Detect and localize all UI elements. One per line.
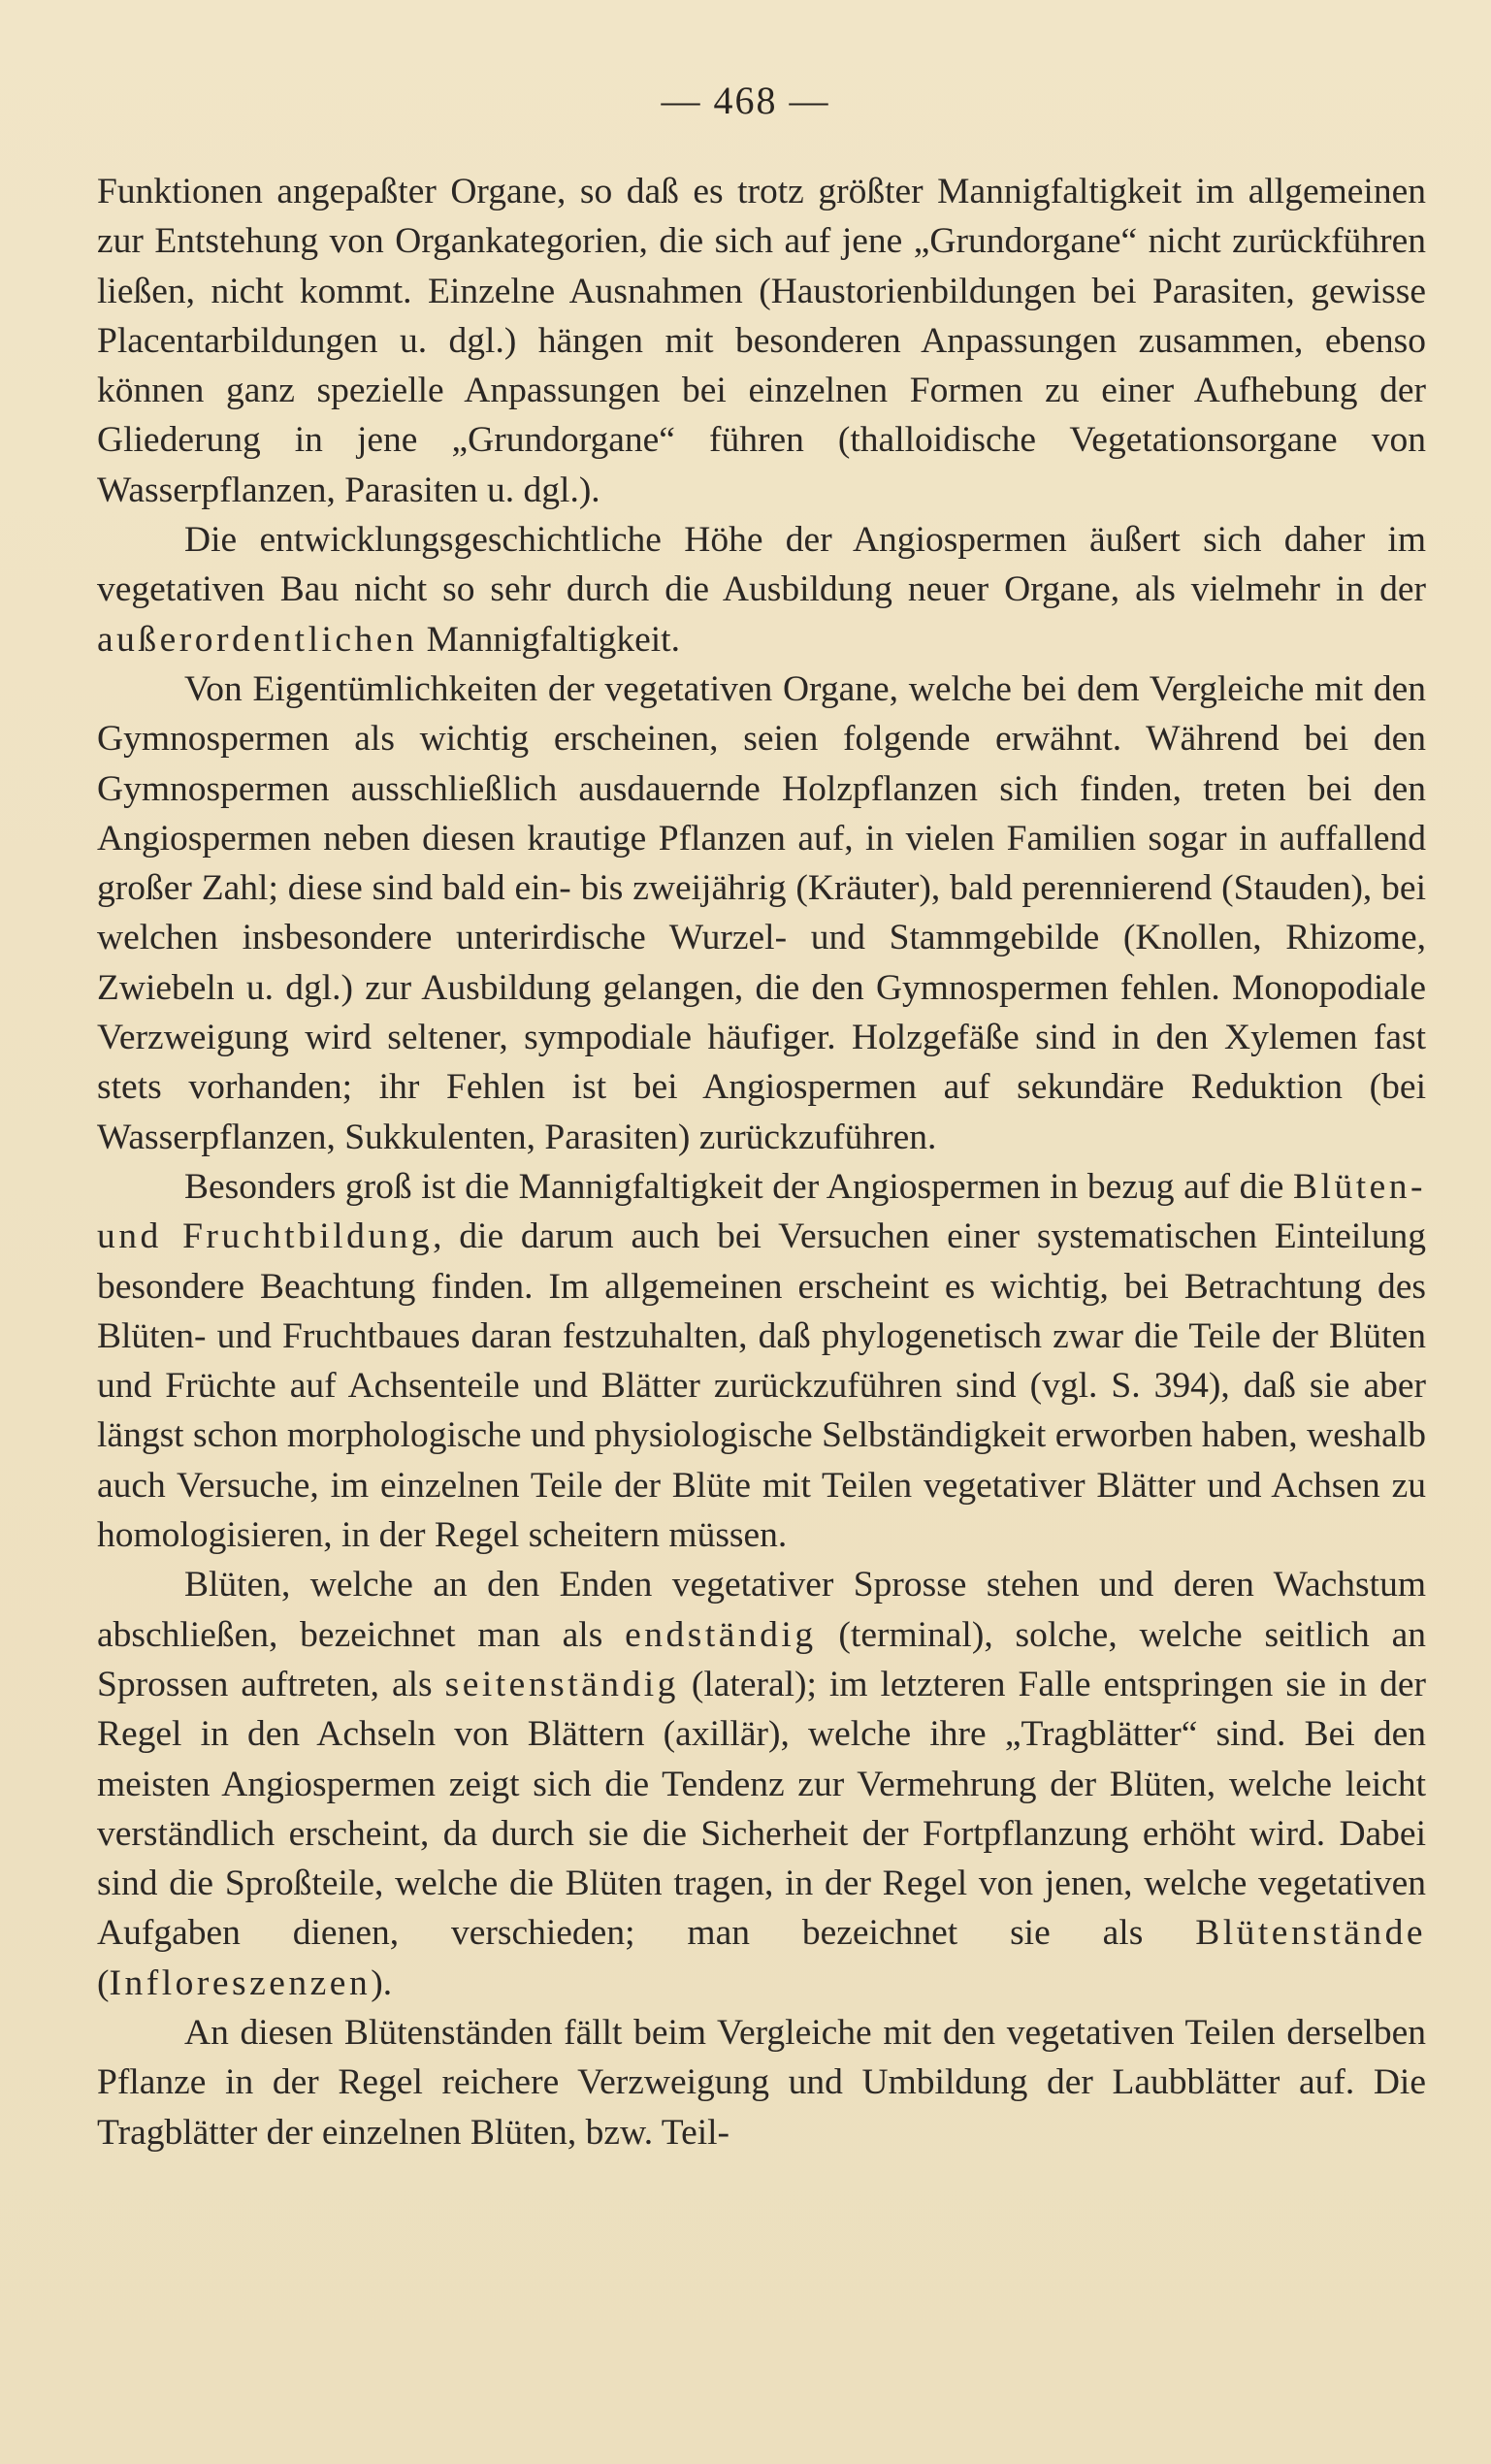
text-run: Funktionen angepaßter Organe, so daß es trotz größter Mannigfaltigkeit im allgemeinen zur Entstehung von Organkategorien, die sich auf jene „Grundorgane“ nicht zurückführen ließen, nicht kommt. Einzelne Ausnahmen (Haustorienbildungen bei Parasiten, gewisse Placentarbildungen u. dgl.) hängen mit besonderen Anpassungen zusammen, ebenso können ganz spezielle Anpassungen bei einzelnen Formen zu einer Aufhebung der Gliederung in jene „Grundorgane“ führen (thalloidische Vegetationsorgane von Wasserpflanzen, Parasiten u. dgl.). — [97, 172, 1426, 510]
spaced-emphasis: Blüten- und Fruchtbildung — [97, 1166, 1426, 1257]
paragraph — [97, 1560, 1426, 2008]
text-run: Blüten, welche an den Enden vegetativer Sprosse stehen und deren Wachstum abschließen, bezeichnet man als — [97, 1565, 1426, 1655]
paragraph — [97, 665, 1426, 1162]
spaced-emphasis: seitenständig — [444, 1664, 679, 1704]
spaced-emphasis: Infloreszenzen — [109, 1962, 372, 2003]
paragraph — [97, 515, 1426, 665]
spaced-emphasis: endständig — [625, 1614, 817, 1655]
paragraph — [97, 167, 1426, 515]
text-run: An diesen Blütenständen fällt beim Vergleiche mit den vegetativen Teilen derselben Pflanze in der Regel reichere Verzweigung und Umbildung der Laubblätter auf. Die Tragblätter der einzelnen Blüten, bzw. Teil- — [97, 2012, 1426, 2153]
text-run: Von Eigentümlichkeiten der vegetativen Organe, welche bei dem Vergleiche mit den Gymnospermen als wichtig erscheinen, seien folgende erwähnt. Während bei den Gymnospermen ausschließlich ausdauernde Holzpflanzen sich finden, treten bei den Angiospermen neben diesen krautige Pflanzen auf, in vielen Familien sogar in auffallend großer Zahl; diese sind bald ein- bis zweijährig (Kräuter), bald perennierend (Stauden), bei welchen insbesondere unterirdische Wurzel- und Stammgebilde (Knollen, Rhizome, Zwiebeln u. dgl.) zur Ausbildung gelangen, die den Gymnospermen fehlen. Monopodiale Verzweigung wird seltener, sympodiale häufiger. Holzgefäße sind in den Xylemen fast stets vorhanden; ihr Fehlen ist bei Angiospermen auf sekundäre Reduktion (bei Wasserpflanzen, Sukkulenten, Parasiten) zurückzuführen. — [97, 668, 1426, 1157]
text-run: Mannigfaltigkeit. — [417, 619, 680, 660]
spaced-emphasis: außerordentlichen — [97, 619, 418, 660]
body-text — [97, 167, 1426, 2157]
text-run: (lateral); im letzteren Falle entspringen sie in der Regel in den Achseln von Blättern (axillär), welche ihre „Tragblätter“ sind. Bei den meisten Angiospermen zeigt sich die Tendenz zur Vermehrung der Blüten, welche leicht verständlich erscheint, da durch sie die Sicherheit der Fortpflanzung erhöht wird. Dabei sind die Sproßteile, welche die Blüten tragen, in der Regel von jenen, welche vegetativen Aufgaben dienen, verschieden; man bezeichnet sie als — [97, 1664, 1426, 1954]
text-run: , die darum auch bei Versuchen einer systematischen Einteilung besondere Beachtung finden. Im allgemeinen erscheint es wichtig, bei Betrachtung des Blüten- und Fruchtbaues daran festzuhalten, daß phylogenetisch zwar die Teile der Blüten und Früchte auf Achsenteile und Blätter zurückzuführen sind (vgl. S. 394), daß sie aber längst schon morphologische und physiologische Selbständigkeit erworben haben, weshalb auch Versuche, im einzelnen Teile der Blüte mit Teilen vegetativer Blätter und Achsen zu homologisieren, in der Regel scheitern müssen. — [97, 1216, 1426, 1556]
spaced-emphasis: Blütenstände — [1195, 1913, 1426, 1954]
text-run: ). — [371, 1962, 393, 2003]
text-run: (terminal), solche, welche seitlich an Sprossen auftreten, als — [97, 1614, 1426, 1704]
text-run: ( — [97, 1962, 110, 2003]
page-number: — 468 — — [661, 79, 830, 122]
paragraph — [97, 1162, 1426, 1560]
text-run: Besonders groß ist die Mannigfaltigkeit der Angiospermen in bezug auf die — [184, 1166, 1294, 1207]
text-run: Die entwicklungsgeschichtliche Höhe der Angiospermen äußert sich daher im vegetativen Bau nicht so sehr durch die Ausbildung neuer Organe, als vielmehr in der — [97, 520, 1426, 610]
paragraph — [97, 2008, 1426, 2157]
